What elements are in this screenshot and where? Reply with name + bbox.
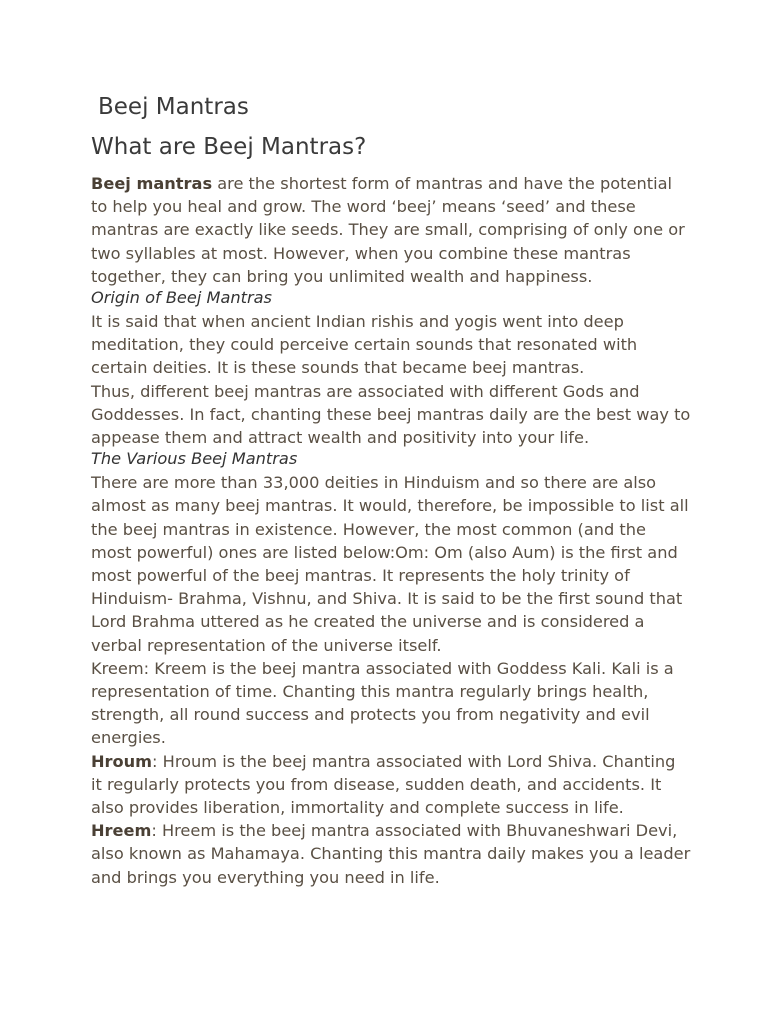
various-paragraph-1: There are more than 33,000 deities in Hinduism and so there are also almost as many beej mantras. It would, therefore, be impossible to list all the beej mantras in existence. However, the most common (and the most powerful) ones are listed below:Om: Om (also Aum) is the first and most powerful of the beej mantras. It represents the holy trinity of Hinduism- Brahma, Vishnu, and Shiva. It is said to be the first sound that Lord Brahma uttered as he created the universe and is considered a verbal representation of the universe itself. bbox=[91, 473, 689, 655]
hreem-text: : Hreem is the beej mantra associated with Bhuvaneshwari Devi, also known as Mahamaya. Chanting this mantra daily makes you a leader and brings you everything you need in life. bbox=[91, 821, 691, 887]
document-title: Beej Mantras bbox=[98, 94, 249, 120]
origin-paragraph-2: Thus, different beej mantras are associated with different Gods and Goddesses. In fact, chanting these beej mantras daily are the best way to appease them and attract wealth and positivity into your life. bbox=[91, 381, 691, 448]
section-title-what-are: What are Beej Mantras? bbox=[91, 134, 367, 160]
hreem-bold-term: Hreem bbox=[91, 821, 152, 841]
hroum-paragraph bbox=[91, 750, 691, 820]
hroum-text: : Hroum is the beej mantra associated with Lord Shiva. Chanting it regularly protects you from disease, sudden death, and accidents. It also provides liberation, immortality and complete success in life. bbox=[91, 751, 676, 818]
hroum-bold-term: Hroum bbox=[91, 751, 153, 771]
heading-various: The Various Beej Mantras bbox=[91, 449, 298, 469]
intro-paragraph bbox=[91, 172, 691, 288]
intro-text: are the shortest form of mantras and have the potential to help you heal and grow. The word ‘beej’ means ‘seed’ and these mantras are exactly like seeds. They are small, comprising of only one or two syllables at most. However, when you combine these mantras together, they can bring you unlimited wealth and happiness. bbox=[91, 174, 685, 286]
heading-origin: Origin of Beej Mantras bbox=[91, 288, 272, 308]
various-paragraph-kreem: Kreem: Kreem is the beej mantra associated with Goddess Kali. Kali is a representation of time. Chanting this mantra regularly brings health, strength, all round success and protects you from negativity and evil energies. bbox=[91, 658, 674, 748]
origin-paragraph-1: It is said that when ancient Indian rishis and yogis went into deep meditation, they could perceive certain sounds that resonated with certain deities. It is these sounds that became beej mantras. bbox=[91, 312, 638, 378]
intro-bold-term: Beej mantras bbox=[91, 174, 213, 193]
hreem-paragraph bbox=[91, 819, 691, 889]
document-page bbox=[91, 92, 691, 889]
